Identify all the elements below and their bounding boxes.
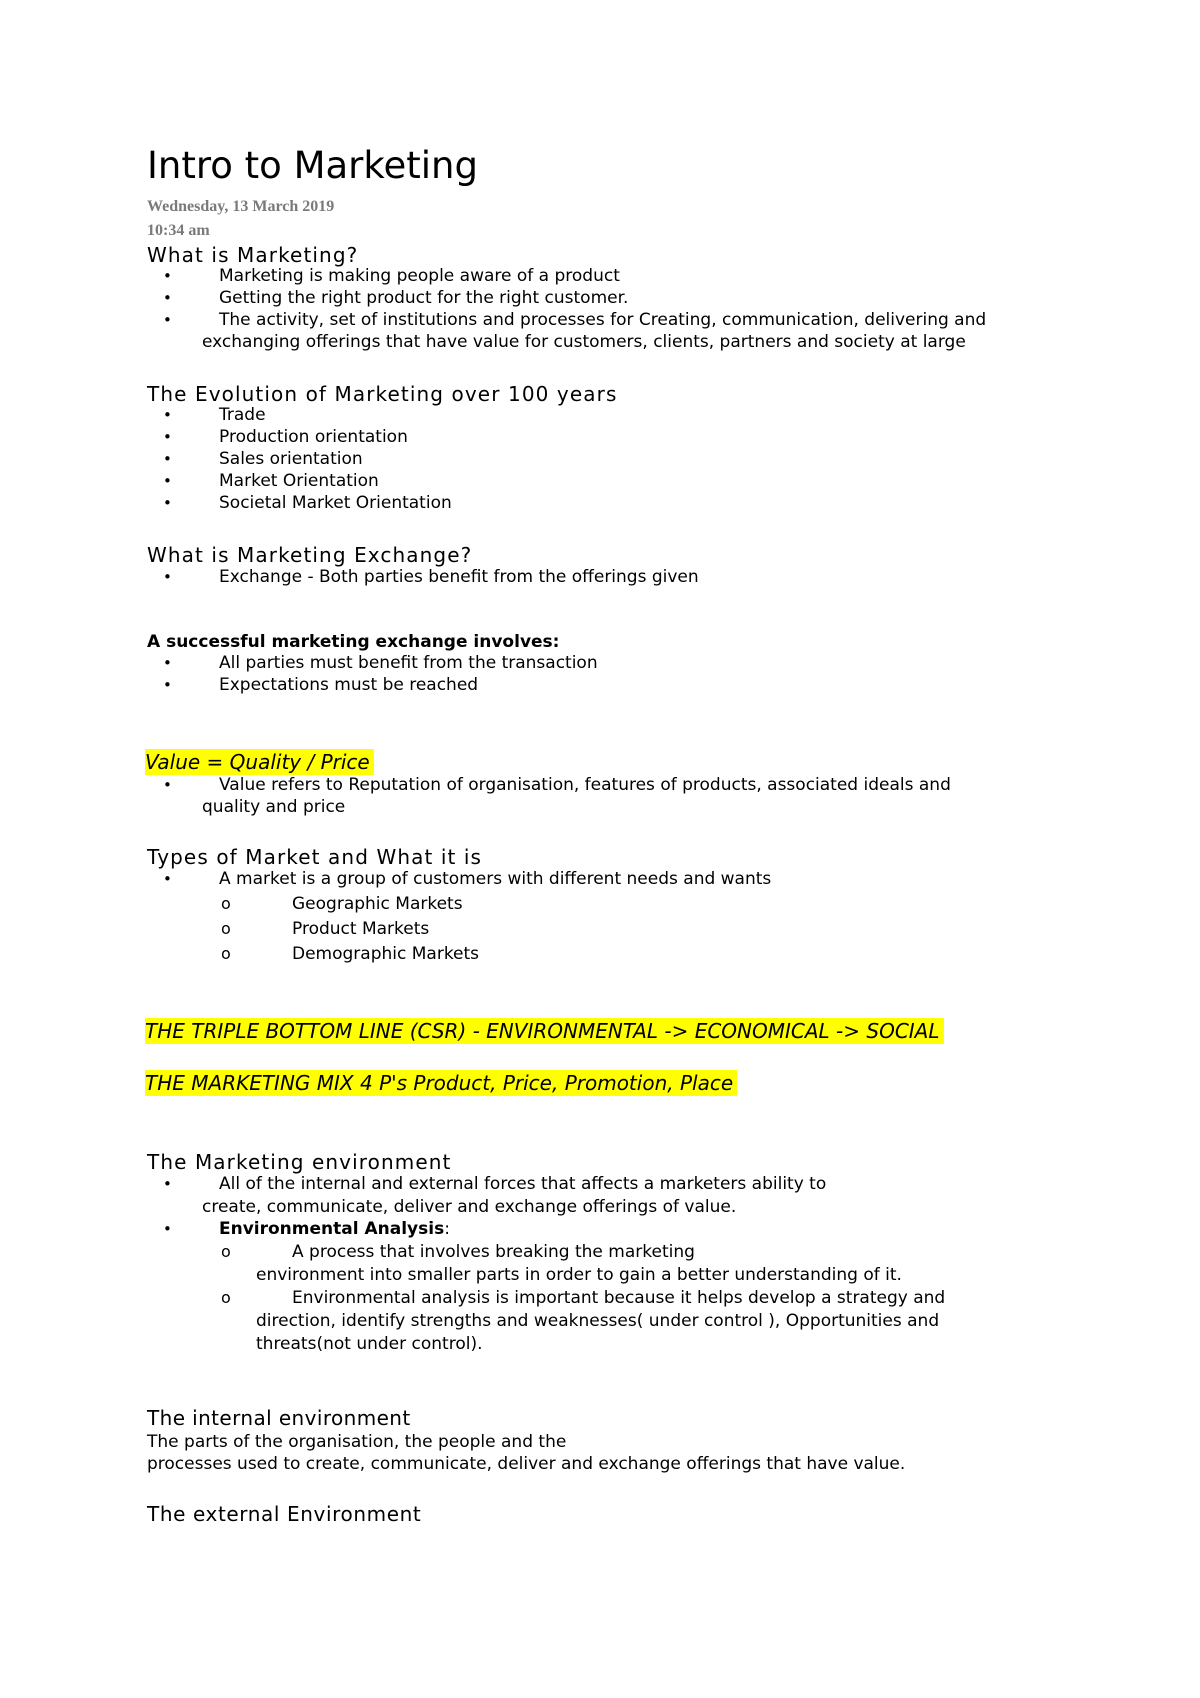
bullet-icon: • [163,1220,172,1238]
sub-bullet-icon: o [221,944,231,963]
sub-list-item-continuation: environment into smaller parts in order to gain a better understanding of it. [256,1265,902,1285]
bullet-icon: • [163,654,172,672]
list-item: Getting the right product for the right customer. [219,288,629,308]
sub-list-item: A process that involves breaking the marketing [292,1242,695,1262]
heading-marketing-exchange: What is Marketing Exchange? [147,543,473,567]
sub-list-item: Geographic Markets [292,894,463,914]
list-item: Market Orientation [219,471,379,491]
bullet-icon: • [163,676,172,694]
list-item: Trade [219,405,266,425]
bullet-icon: • [163,406,172,424]
bullet-icon: • [163,494,172,512]
highlight-marketing-mix: THE MARKETING MIX 4 P's Product, Price, Promotion, Place [145,1070,737,1096]
list-item-continuation: exchanging offerings that have value for customers, clients, partners and society at large [202,332,966,352]
heading-evolution: The Evolution of Marketing over 100 years [147,382,618,406]
list-item-environmental-analysis [219,1218,450,1240]
paragraph-line: processes used to create, communicate, deliver and exchange offerings that have value. [147,1454,906,1474]
list-item: All parties must benefit from the transaction [219,653,598,673]
list-item-continuation: quality and price [202,797,346,817]
bullet-icon: • [163,311,172,329]
heading-types-of-market: Types of Market and What it is [147,845,483,869]
date-stamp: Wednesday, 13 March 2019 [147,198,335,215]
list-item: Expectations must be reached [219,675,479,695]
sub-list-item: Product Markets [292,919,430,939]
heading-external-environment: The external Environment [147,1502,422,1526]
list-item: Societal Market Orientation [219,493,452,513]
colon: : [444,1219,450,1239]
heading-what-is-marketing: What is Marketing? [147,243,359,267]
sub-list-item-continuation: threats(not under control). [256,1334,483,1354]
list-item: Sales orientation [219,449,363,469]
bullet-icon: • [163,450,172,468]
heading-successful-exchange: A successful marketing exchange involves: [147,632,560,652]
sub-list-item: Demographic Markets [292,944,480,964]
heading-internal-environment: The internal environment [147,1406,411,1430]
sub-list-item: Environmental analysis is important because it helps develop a strategy and [292,1288,946,1308]
sub-bullet-icon: o [221,919,231,938]
page-title: Intro to Marketing [147,144,478,187]
sub-bullet-icon: o [221,1288,231,1307]
list-item: All of the internal and external forces that affects a marketers ability to [219,1174,827,1194]
list-item: Value refers to Reputation of organisation, features of products, associated ideals and [219,775,951,795]
highlight-triple-bottom-line: THE TRIPLE BOTTOM LINE (CSR) - ENVIRONMENTAL -> ECONOMICAL -> SOCIAL [145,1018,944,1044]
bullet-icon: • [163,472,172,490]
bullet-icon: • [163,568,172,586]
bullet-icon: • [163,870,172,888]
sub-bullet-icon: o [221,894,231,913]
bullet-icon: • [163,289,172,307]
list-item: The activity, set of institutions and processes for Creating, communication, delivering and [219,310,987,330]
list-item: Production orientation [219,427,408,447]
bullet-icon: • [163,428,172,446]
time-stamp: 10:34 am [147,222,210,239]
paragraph-line: The parts of the organisation, the people and the [147,1432,567,1452]
bullet-icon: • [163,267,172,285]
sub-list-item-continuation: direction, identify strengths and weaknesses( under control ), Opportunities and [256,1311,940,1331]
list-item: A market is a group of customers with different needs and wants [219,869,772,889]
bullet-icon: • [163,776,172,794]
list-item: Marketing is making people aware of a product [219,266,620,286]
sub-bullet-icon: o [221,1242,231,1261]
list-item-continuation: create, communicate, deliver and exchange offerings of value. [202,1197,737,1217]
bullet-icon: • [163,1175,172,1193]
environmental-analysis-term: Environmental Analysis [219,1219,445,1239]
list-item: Exchange - Both parties benefit from the offerings given [219,567,699,587]
heading-marketing-environment: The Marketing environment [147,1150,452,1174]
highlight-value-formula: Value = Quality / Price [145,749,374,775]
